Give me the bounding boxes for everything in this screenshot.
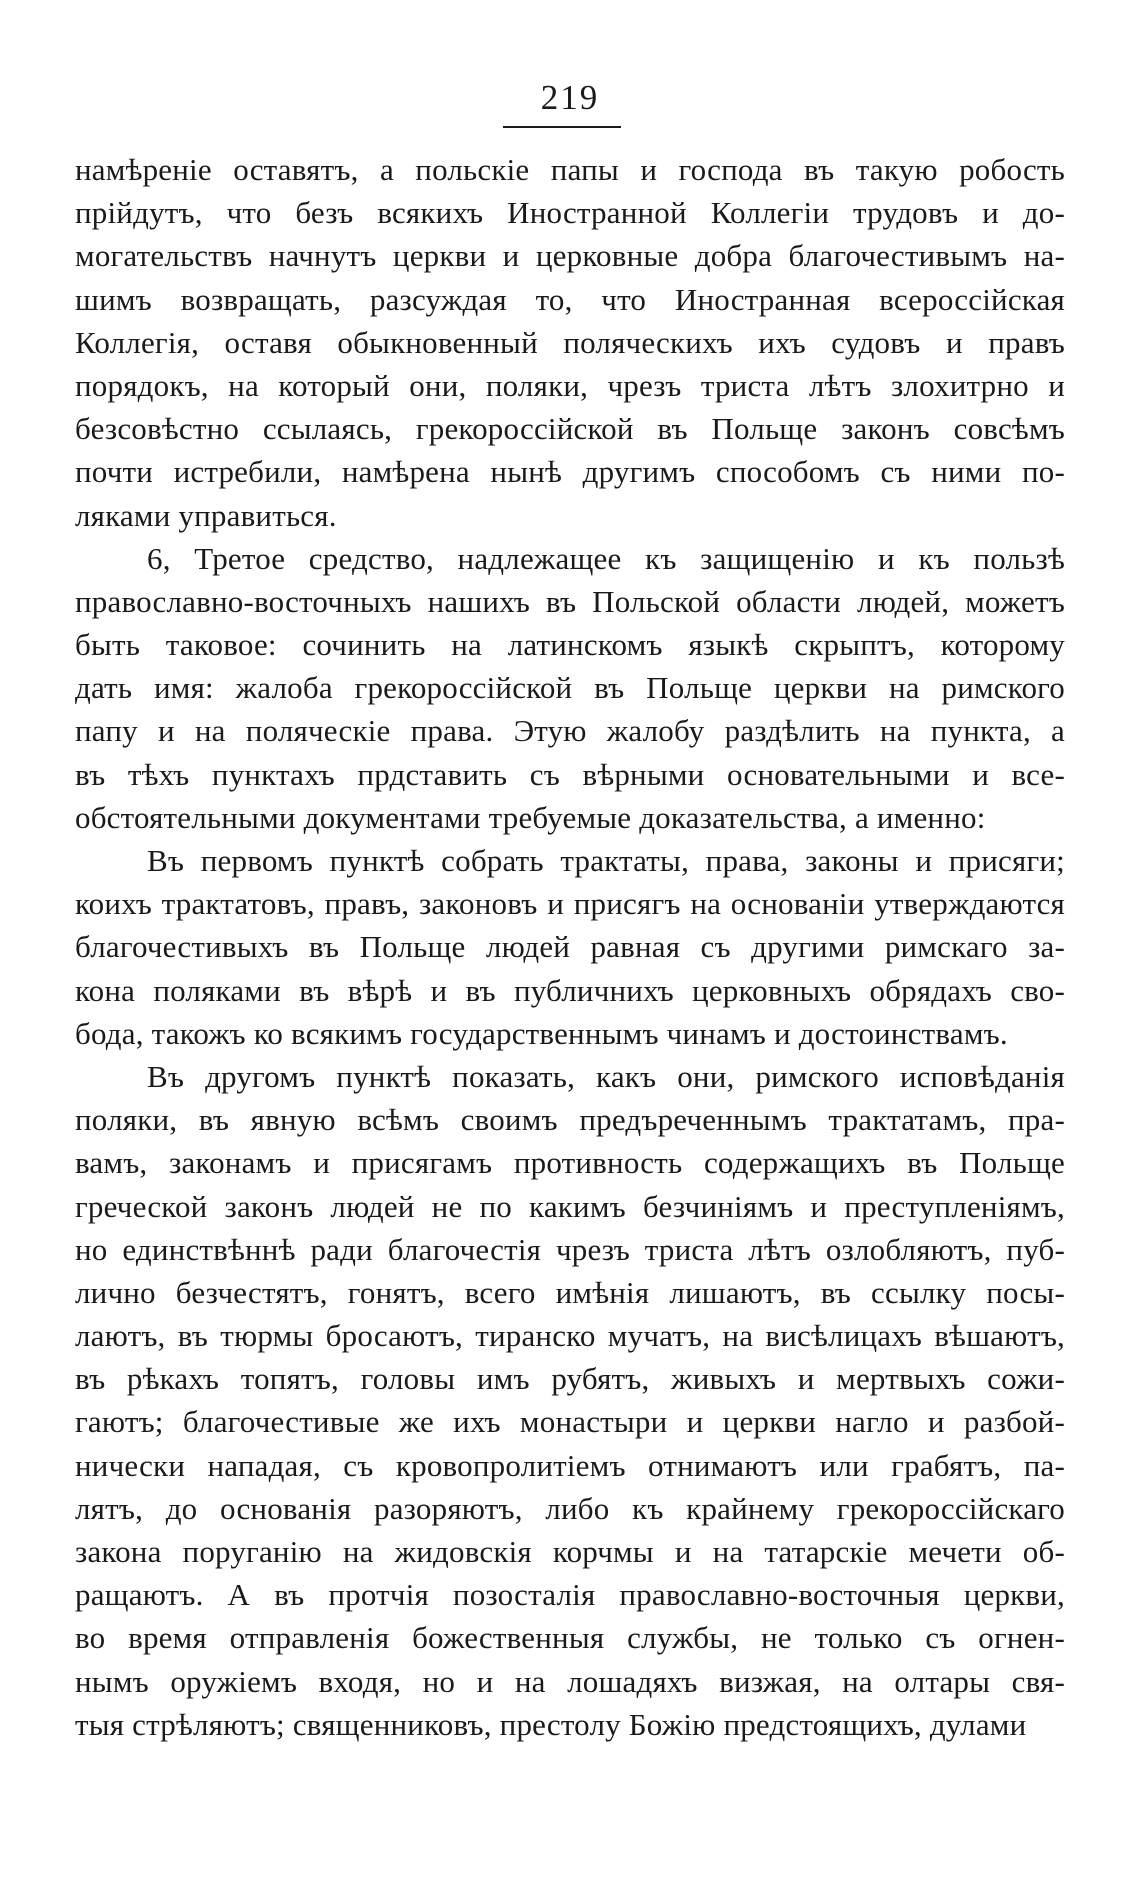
- text-line: благочестивыхъ въ Польще людей равная съ другими римскаго за-: [75, 929, 1065, 965]
- text-line: лаютъ, въ тюрмы бросаютъ, тиранско мучатъ, на висѣлицахъ вѣшаютъ,: [75, 1318, 1065, 1354]
- text-line: лично безчестятъ, гонятъ, всего имѣнія лишаютъ, въ ссылку посы-: [75, 1274, 1065, 1310]
- text-line: лятъ, до основанія разоряютъ, либо къ крайнему грекороссійскаго: [75, 1490, 1065, 1526]
- text-line: Въ первомъ пунктѣ собрать трактаты, права, законы и присяги;: [147, 843, 1065, 878]
- text-line: Въ другомъ пунктѣ показать, какъ они, римского исповѣданія: [147, 1058, 1065, 1094]
- text-line: ляками управиться.: [75, 497, 337, 533]
- text-line: нымъ оружіемъ входя, но и на лошадяхъ визжая, на олтары свя-: [75, 1663, 1065, 1699]
- text-line: дать имя: жалоба грекороссійской въ Польще церкви на римского: [75, 670, 1065, 706]
- text-line: въ рѣкахъ топятъ, головы имъ рубятъ, живыхъ и мертвыхъ сожи-: [75, 1361, 1065, 1397]
- body-text: [75, 148, 1065, 1746]
- text-line: намѣреніе оставятъ, а польскіе папы и господа въ такую робость: [75, 152, 1065, 187]
- paragraph: [75, 537, 1065, 839]
- text-line: но единствѣннѣ ради благочестія чрезъ триста лѣтъ озлобляютъ, пуб-: [75, 1231, 1065, 1267]
- text-line: коихъ трактатовъ, правъ, законовъ и присягъ на основаніи утверждаются: [75, 886, 1065, 922]
- text-line: быть таковое: сочинить на латинскомъ языкѣ скрыптъ, которому: [75, 627, 1065, 663]
- text-line: могательствъ начнутъ церкви и церковные добра благочестивымъ на-: [75, 238, 1065, 274]
- text-line: вамъ, законамъ и присягамъ противность содержащихъ въ Польще: [75, 1145, 1065, 1181]
- text-line: безсовѣстно ссылаясь, грекороссійской въ Польще законъ совсѣмъ: [75, 411, 1065, 447]
- page-number: 219: [540, 78, 600, 117]
- text-line: въ тѣхъ пунктахъ прдставить съ вѣрными основательными и все-: [75, 756, 1065, 792]
- text-line: поляки, въ явную всѣмъ своимъ предъреченнымъ трактатамъ, пра-: [75, 1102, 1065, 1138]
- text-line: ращаютъ. А въ протчія позосталія православно-восточныя церкви,: [75, 1577, 1065, 1613]
- text-line: прійдутъ, что безъ всякихъ Иностранной Коллегіи трудовъ и до-: [75, 195, 1065, 231]
- text-line: кона поляками въ вѣрѣ и въ публичнихъ церковныхъ обрядахъ сво-: [75, 972, 1065, 1008]
- text-line: бода, такожъ ко всякимъ государственнымъ чинамъ и достоинствамъ.: [75, 1015, 1008, 1051]
- text-line: нически нападая, съ кровопролитіемъ отнимаютъ или грабятъ, па-: [75, 1447, 1065, 1483]
- paragraph: [75, 1055, 1065, 1746]
- text-line: шимъ возвращать, разсуждая то, что Иностранная всероссійская: [75, 281, 1065, 317]
- text-line: папу и на поляческіе права. Этую жалобу раздѣлить на пункта, а: [75, 713, 1065, 749]
- text-line: закона поруганію на жидовскія корчмы и на татарскіе мечети об-: [75, 1534, 1065, 1569]
- text-line: почти истребили, намѣрена нынѣ другимъ способомъ съ ними по-: [75, 454, 1065, 490]
- page-number-rule: [503, 126, 621, 128]
- text-line: греческой законъ людей не по какимъ безчиніямъ и преступленіямъ,: [75, 1188, 1065, 1224]
- text-line: 6, Третое средство, надлежащее къ защищенію и къ пользѣ: [147, 540, 1065, 576]
- text-line: православно-восточныхъ нашихъ въ Польской области людей, можетъ: [75, 583, 1065, 619]
- text-line: гаютъ; благочестивые же ихъ монастыри и церкви нагло и разбой-: [75, 1404, 1065, 1440]
- text-line: во время отправленія божественныя службы, не только съ огнен-: [75, 1620, 1065, 1656]
- text-line: Коллегія, оставя обыкновенный поляческихъ ихъ судовъ и правъ: [75, 324, 1065, 360]
- text-line: тыя стрѣляютъ; священниковъ, престолу Божію предстоящихъ, дулами: [75, 1706, 1027, 1742]
- text-line: порядокъ, на который они, поляки, чрезъ триста лѣтъ злохитрно и: [75, 367, 1065, 403]
- paragraph: [75, 148, 1065, 537]
- paragraph: [75, 839, 1065, 1055]
- text-line: обстоятельными документами требуемые доказательства, а именно:: [75, 799, 986, 835]
